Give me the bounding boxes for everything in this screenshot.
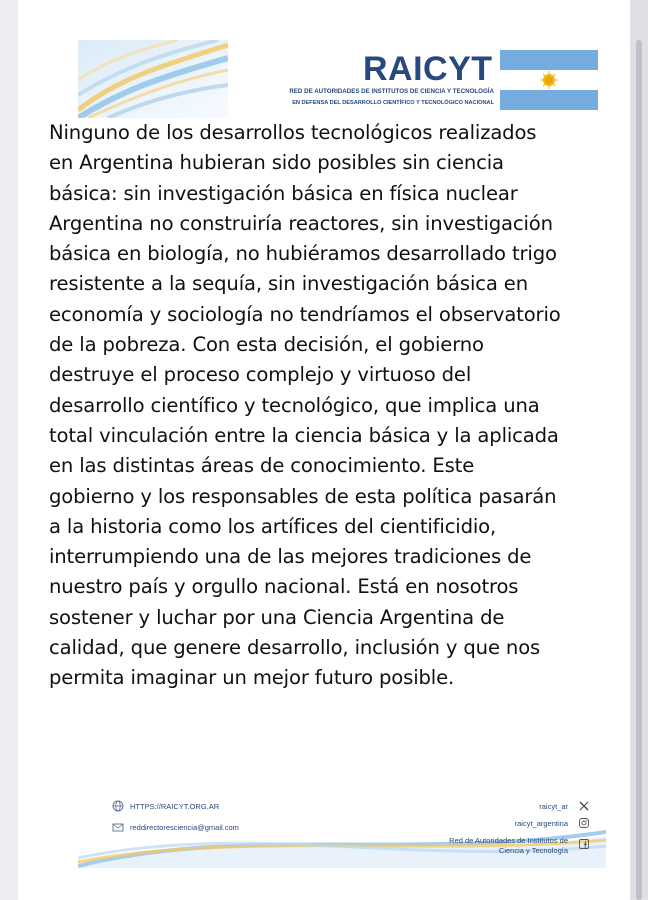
text-line: interrumpiendo una de las mejores tradiciones de (49, 545, 532, 569)
text-line: nuestro país y orgullo nacional. Está en nosotros (49, 575, 519, 599)
text-line: resistente a la sequía, sin investigación básica en (49, 272, 528, 296)
text-line: básica: sin investigación básica en física nuclear (49, 181, 518, 205)
header-logo (250, 46, 600, 112)
text-line: a la historia como los artífices del cientificidio, (49, 514, 497, 538)
text-line: básica en biología, no hubiéramos desarrollado trigo (49, 242, 557, 266)
body-paragraph (49, 118, 609, 694)
footer (78, 790, 606, 868)
logo-title: RAICYT (363, 50, 493, 88)
email-link[interactable]: reddirectoresciencia@gmail.com (130, 823, 239, 832)
left-gutter (0, 0, 18, 900)
email-icon (112, 821, 124, 833)
instagram-handle[interactable]: raicyt_argentina (514, 819, 568, 828)
logo-tagline: EN DEFENSA DEL DESARROLLO CIENTÍFICO Y TECNOLÓGICO NACIONAL (292, 100, 494, 106)
text-line: destruye el proceso complejo y virtuoso del (49, 363, 472, 387)
argentina-flag-icon (500, 50, 598, 110)
text-line: desarrollo científico y tecnológico, que implica una (49, 393, 540, 417)
facebook-icon[interactable] (578, 838, 590, 850)
scrollbar-thumb[interactable] (636, 40, 642, 900)
text-line: en las distintas áreas de conocimiento. Este (49, 454, 475, 478)
text-line: permita imaginar un mejor futuro posible. (49, 666, 455, 690)
x-icon[interactable] (578, 800, 590, 812)
globe-icon (112, 800, 124, 812)
text-line: sostener y luchar por una Ciencia Argentina de (49, 605, 505, 629)
text-line: economía y sociología no tendríamos el observatorio (49, 302, 561, 326)
text-line: gobierno y los responsables de esta política pasarán (49, 484, 557, 508)
website-link[interactable]: HTTPS://RAICYT.ORG.AR (130, 802, 220, 811)
scrollbar[interactable] (630, 0, 648, 900)
instagram-icon[interactable] (578, 817, 590, 829)
text-line: total vinculación entre la ciencia básica y la aplicada (49, 423, 559, 447)
text-line: en Argentina hubieran sido posibles sin ciencia (49, 151, 504, 175)
text-line: de la pobreza. Con esta decisión, el gobierno (49, 333, 484, 357)
text-line: Argentina no construiría reactores, sin investigación (49, 211, 553, 235)
facebook-name-line-1[interactable]: Red de Autoridades de Institutos de (449, 836, 568, 845)
header-wave-decoration (78, 40, 228, 118)
facebook-name-line-2[interactable]: Ciencia y Tecnología (498, 846, 568, 855)
logo-subtitle: RED DE AUTORIDADES DE INSTITUTOS DE CIENCIA Y TECNOLOGÍA (289, 88, 494, 95)
text-line: calidad, que genere desarrollo, inclusión y que nos (49, 636, 541, 660)
x-handle[interactable]: raicyt_ar (539, 802, 568, 811)
text-line: Ninguno de los desarrollos tecnológicos realizados (49, 121, 537, 144)
